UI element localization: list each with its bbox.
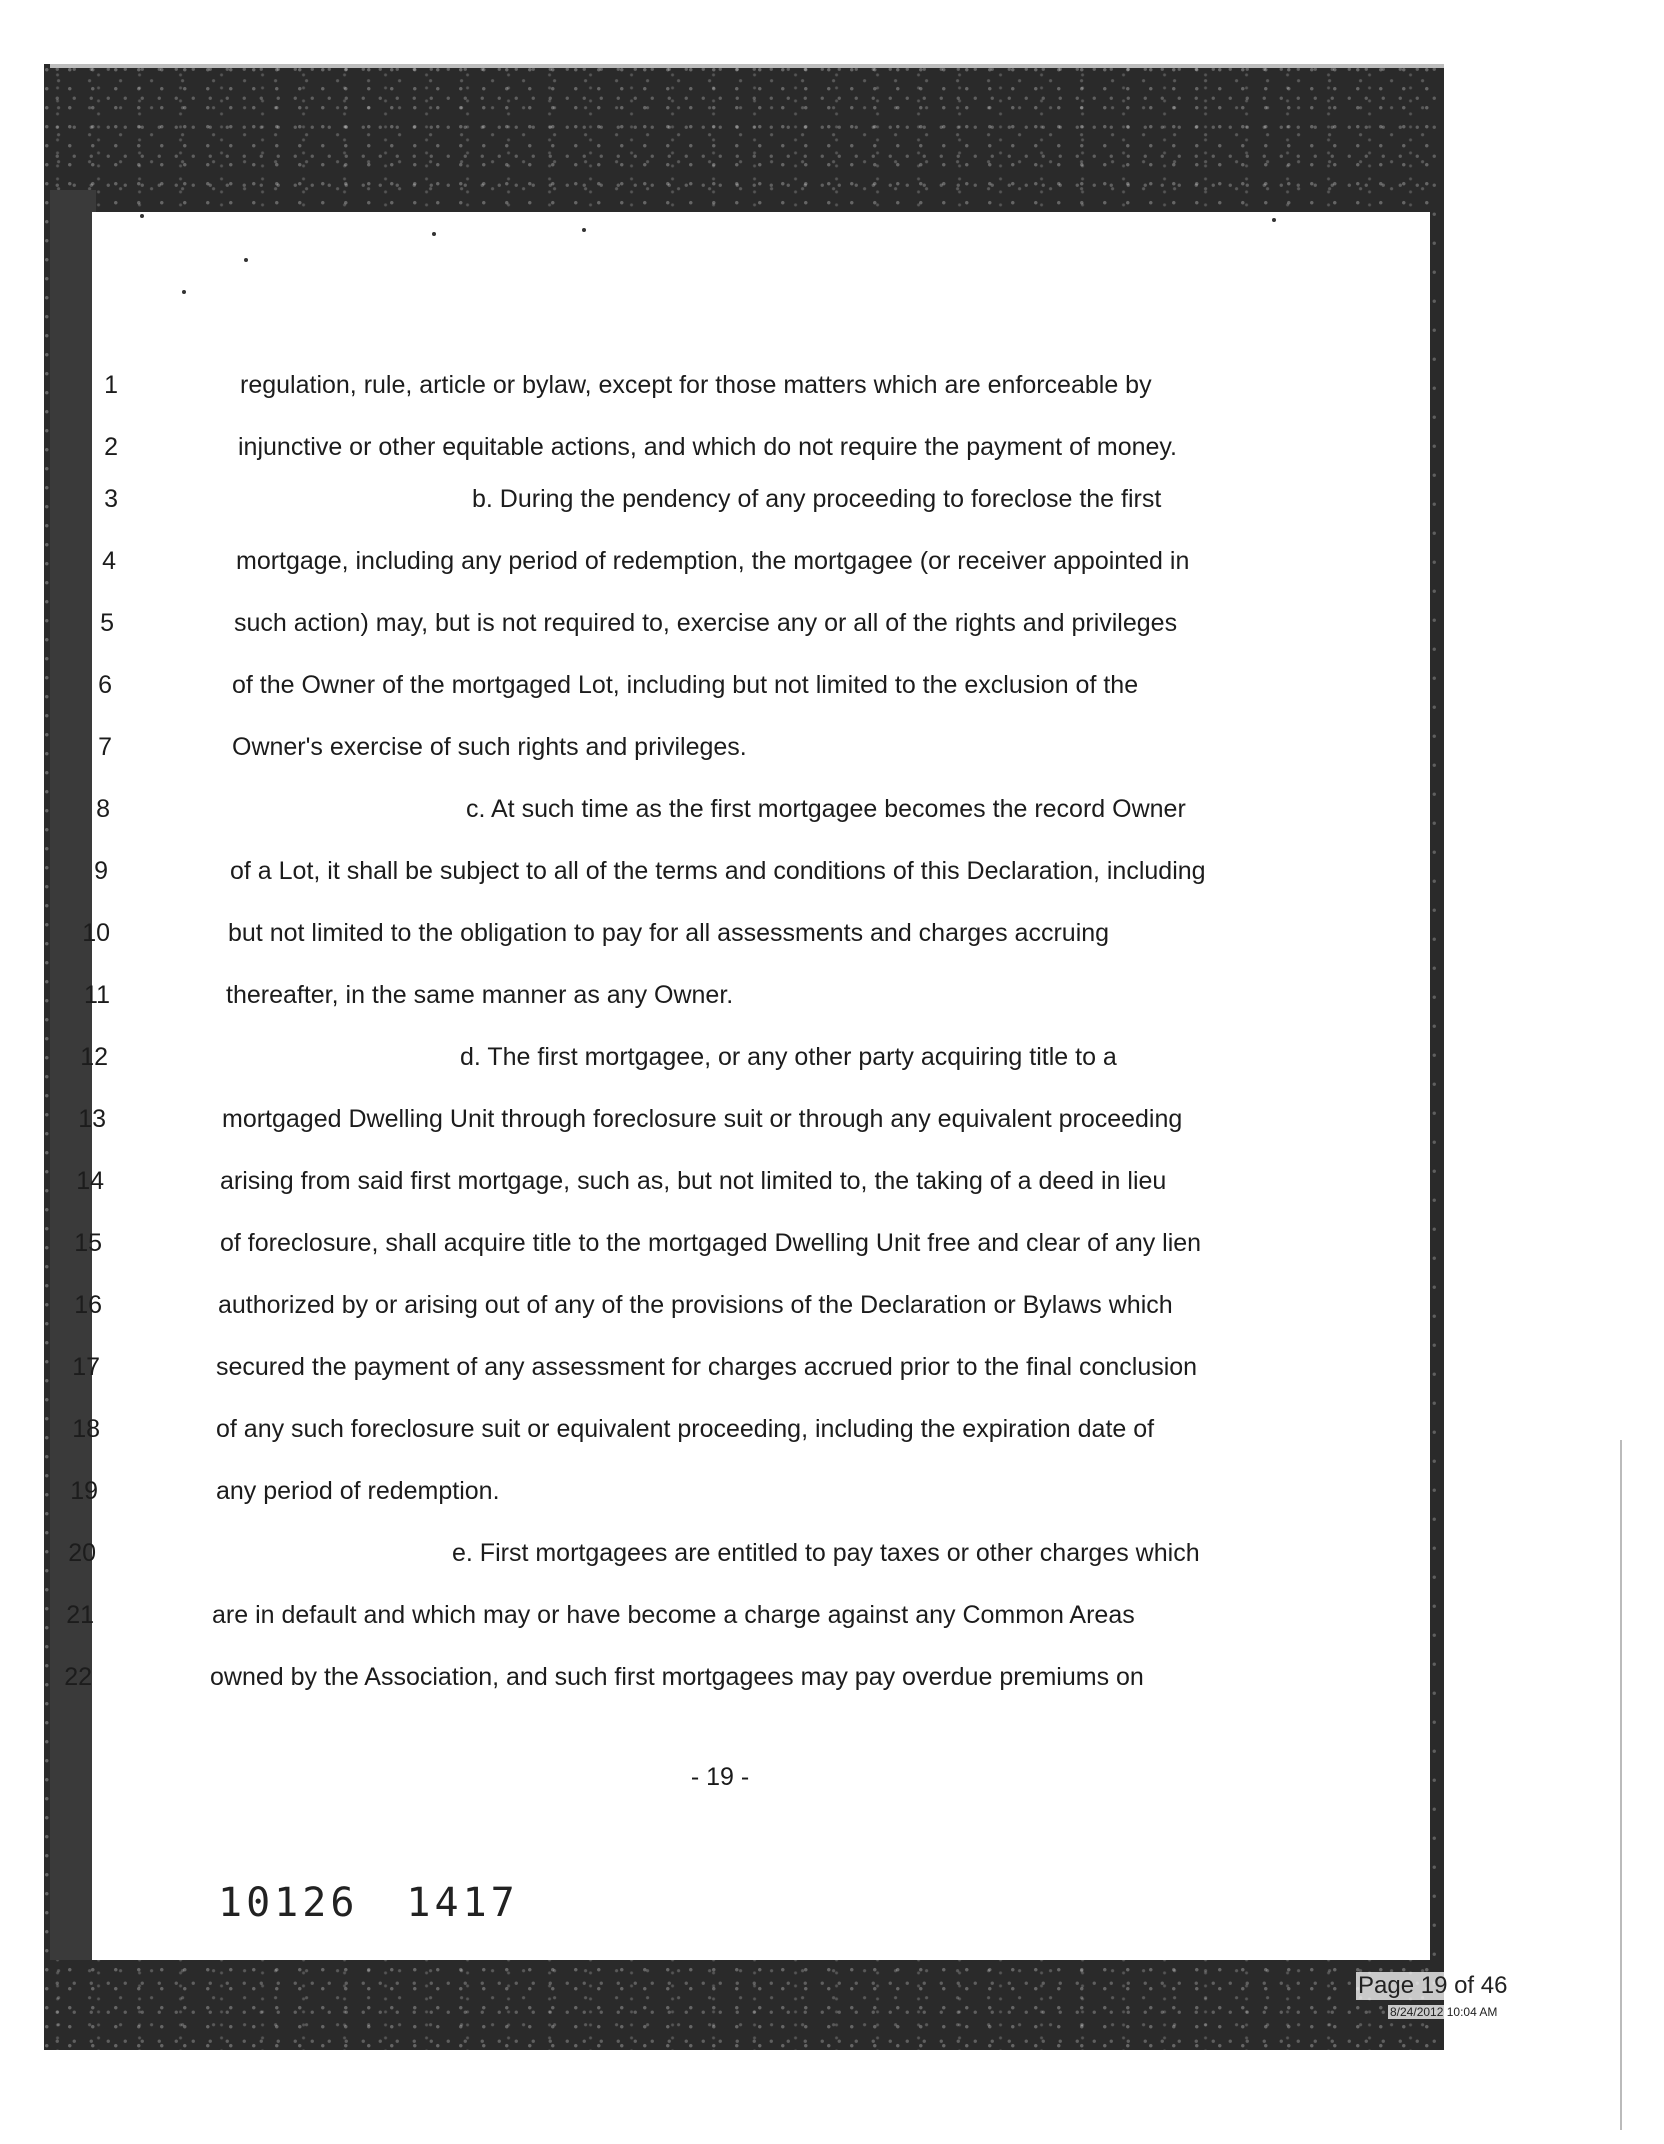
document-line: authorized by or arising out of any of the provisions of the Declaration or Bylaws which (218, 1291, 1173, 1319)
line-number: 14 (76, 1167, 104, 1195)
scan-speck (432, 232, 436, 236)
line-number: 15 (74, 1229, 102, 1257)
document-page (92, 212, 1430, 1960)
page-count-label: Page 19 of 46 (1358, 1972, 1508, 1999)
scan-top-edge (50, 64, 1444, 68)
recording-stamp (218, 1880, 519, 1926)
document-line: mortgage, including any period of redemption, the mortgagee (or receiver appointed in (236, 547, 1190, 575)
line-number: 16 (74, 1291, 102, 1319)
document-line: injunctive or other equitable actions, and which do not require the payment of money. (238, 433, 1177, 461)
line-number: 7 (98, 733, 112, 761)
scan-speck (582, 228, 586, 232)
page-number-stamp: 1417 (406, 1880, 519, 1926)
document-line: such action) may, but is not required to, exercise any or all of the rights and privileges (234, 609, 1178, 637)
line-number: 20 (68, 1539, 96, 1567)
document-line: of foreclosure, shall acquire title to the mortgaged Dwelling Unit free and clear of any lien (220, 1229, 1202, 1257)
line-number: 21 (66, 1601, 94, 1629)
scan-speck (182, 290, 186, 294)
line-number: 13 (78, 1105, 106, 1133)
document-line: c. At such time as the first mortgagee becomes the record Owner (466, 795, 1186, 823)
document-line: thereafter, in the same manner as any Owner. (226, 981, 734, 1009)
right-edge-rule (1620, 1440, 1622, 2130)
line-number: 2 (104, 433, 118, 461)
line-number: 18 (72, 1415, 100, 1443)
line-number: 1 (104, 371, 118, 399)
document-line: but not limited to the obligation to pay for all assessments and charges accruing (228, 919, 1110, 947)
line-number: 19 (70, 1477, 98, 1505)
line-number: 6 (98, 671, 112, 699)
scan-speck (1272, 218, 1276, 222)
line-number: 5 (100, 609, 114, 637)
line-number: 10 (82, 919, 110, 947)
document-line: of the Owner of the mortgaged Lot, including but not limited to the exclusion of the (232, 671, 1139, 699)
document-line: mortgaged Dwelling Unit through foreclosure suit or through any equivalent proceeding (222, 1105, 1183, 1133)
page-footer: - 19 - (690, 1763, 750, 1791)
document-line: owned by the Association, and such first mortgagees may pay overdue premiums on (210, 1663, 1144, 1691)
line-number: 3 (104, 485, 118, 513)
document-line: Owner's exercise of such rights and privileges. (232, 733, 747, 761)
line-number: 22 (64, 1663, 92, 1691)
timestamp-label: 8/24/2012 10:04 AM (1390, 2005, 1498, 2019)
document-line: d. The first mortgagee, or any other party acquiring title to a (460, 1043, 1117, 1071)
line-number: 8 (96, 795, 110, 823)
document-line: any period of redemption. (216, 1477, 500, 1505)
document-line: arising from said first mortgage, such as, but not limited to, the taking of a deed in lieu (220, 1167, 1167, 1195)
line-number: 11 (84, 981, 110, 1009)
document-line: of a Lot, it shall be subject to all of the terms and conditions of this Declaration, including (230, 857, 1206, 885)
document-line: are in default and which may or have become a charge against any Common Areas (212, 1601, 1135, 1629)
line-number: 4 (102, 547, 116, 575)
document-line: of any such foreclosure suit or equivalent proceeding, including the expiration date of (216, 1415, 1155, 1443)
document-line: secured the payment of any assessment for charges accrued prior to the final conclusion (216, 1353, 1198, 1381)
line-number: 9 (94, 857, 108, 885)
document-line: e. First mortgagees are entitled to pay taxes or other charges which (452, 1539, 1200, 1567)
line-number: 17 (72, 1353, 100, 1381)
document-line: b. During the pendency of any proceeding to foreclose the first (472, 485, 1162, 513)
book-number: 10126 (218, 1880, 359, 1926)
scan-speck (140, 214, 144, 218)
line-number: 12 (80, 1043, 108, 1071)
scan-speck (244, 258, 248, 262)
document-line: regulation, rule, article or bylaw, except for those matters which are enforceable by (240, 371, 1152, 399)
